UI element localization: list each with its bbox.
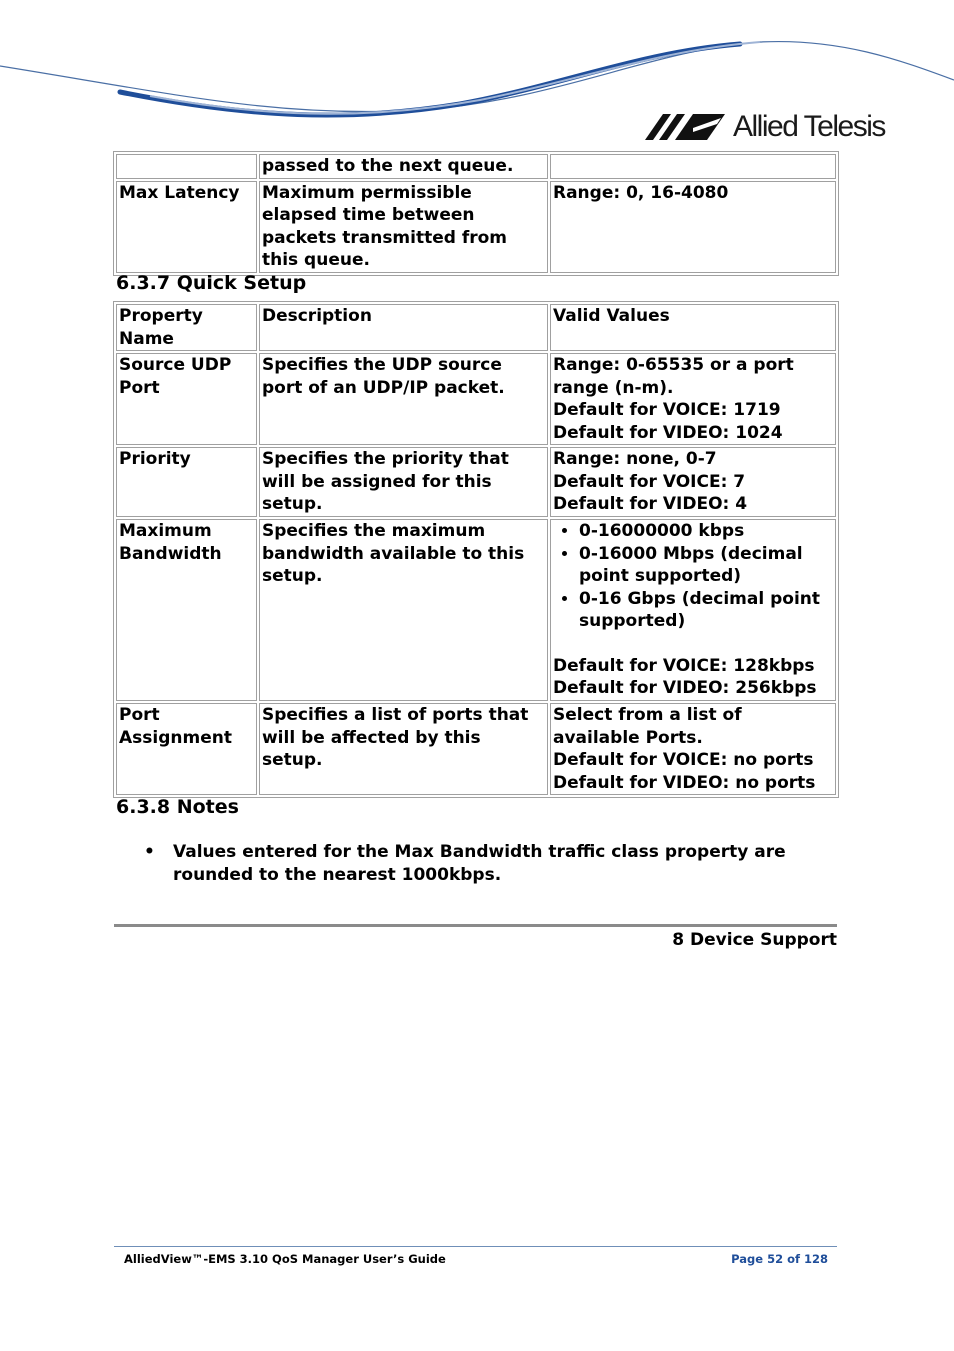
table-header-row — [116, 304, 836, 351]
valid-values-cell — [550, 447, 836, 517]
table-row — [116, 703, 836, 795]
valid-values-cell — [550, 154, 836, 179]
value-line: Default for VIDEO: 256kbps — [553, 678, 817, 698]
section-footer-label: 8 Device Support — [672, 930, 837, 950]
section-divider — [114, 924, 837, 927]
valid-values-cell — [550, 519, 836, 701]
property-name-cell: Source UDP Port — [116, 353, 257, 445]
footer-divider — [114, 1246, 837, 1247]
section-heading-notes: 6.3.8 Notes — [116, 796, 239, 818]
description-cell: Maximum permissible elapsed time between packets transmitted from this queue. — [259, 181, 548, 273]
value-line: Default for VOICE: 1719 — [553, 400, 781, 420]
list-item: • 0-16000000 kbps — [579, 520, 833, 543]
footer-document-title: AlliedView™-EMS 3.10 QoS Manager User’s Guide — [124, 1252, 446, 1266]
value-line: Default for VOICE: no ports — [553, 750, 814, 770]
column-header: Description — [259, 304, 548, 351]
property-name-cell — [116, 154, 257, 179]
description-cell: Specifies the UDP source port of an UDP/IP packet. — [259, 353, 548, 445]
logo-text: Allied Telesis — [733, 110, 885, 143]
bandwidth-range-list — [523, 520, 833, 633]
bullet-icon: • — [144, 842, 155, 862]
description-cell: passed to the next queue. — [259, 154, 548, 179]
property-name-cell: Priority — [116, 447, 257, 517]
list-item — [144, 841, 834, 887]
table-row — [116, 181, 836, 273]
note-text: Values entered for the Max Bandwidth traffic class property are rounded to the nearest 1000kbps. — [173, 842, 786, 885]
value-line: Default for VIDEO: 4 — [553, 494, 748, 514]
value-line: Range: 0-65535 or a port range (n-m). — [553, 355, 794, 398]
section-heading-quick-setup: 6.3.7 Quick Setup — [116, 272, 307, 294]
valid-values-cell — [550, 703, 836, 795]
value-line: Range: none, 0-7 — [553, 449, 717, 469]
column-header: Property Name — [116, 304, 257, 351]
description-cell: Specifies the priority that will be assigned for this setup. — [259, 447, 548, 517]
column-header: Valid Values — [550, 304, 836, 351]
valid-values-cell: Range: 0, 16-4080 — [550, 181, 836, 273]
table-row — [116, 519, 836, 701]
list-item: • 0-16 Gbps (decimal point supported) — [579, 588, 833, 633]
value-line: Default for VOICE: 128kbps — [553, 655, 815, 676]
description-cell: Specifies the maximum bandwidth available to this setup. — [259, 519, 548, 701]
value-line: Select from a list of available Ports. — [553, 705, 742, 748]
table-row — [116, 447, 836, 517]
footer-page-number: Page 52 of 128 — [731, 1252, 828, 1266]
table-row — [116, 154, 836, 179]
list-item: • 0-16000 Mbps (decimal point supported) — [579, 543, 833, 588]
allied-telesis-logo — [645, 110, 885, 144]
quick-setup-table — [113, 301, 839, 798]
continued-property-table — [113, 151, 839, 276]
description-cell: Specifies a list of ports that will be affected by this setup. — [259, 703, 548, 795]
notes-list — [144, 841, 834, 887]
valid-values-cell — [550, 353, 836, 445]
value-line: Default for VIDEO: no ports — [553, 772, 816, 793]
property-name-cell: Maximum Bandwidth — [116, 519, 257, 701]
property-name-cell: Max Latency — [116, 181, 257, 273]
value-line: Default for VOICE: 7 — [553, 471, 746, 492]
property-name-cell: Port Assignment — [116, 703, 257, 795]
value-line: Default for VIDEO: 1024 — [553, 422, 783, 443]
table-row — [116, 353, 836, 445]
logo-mark-icon — [645, 114, 725, 140]
